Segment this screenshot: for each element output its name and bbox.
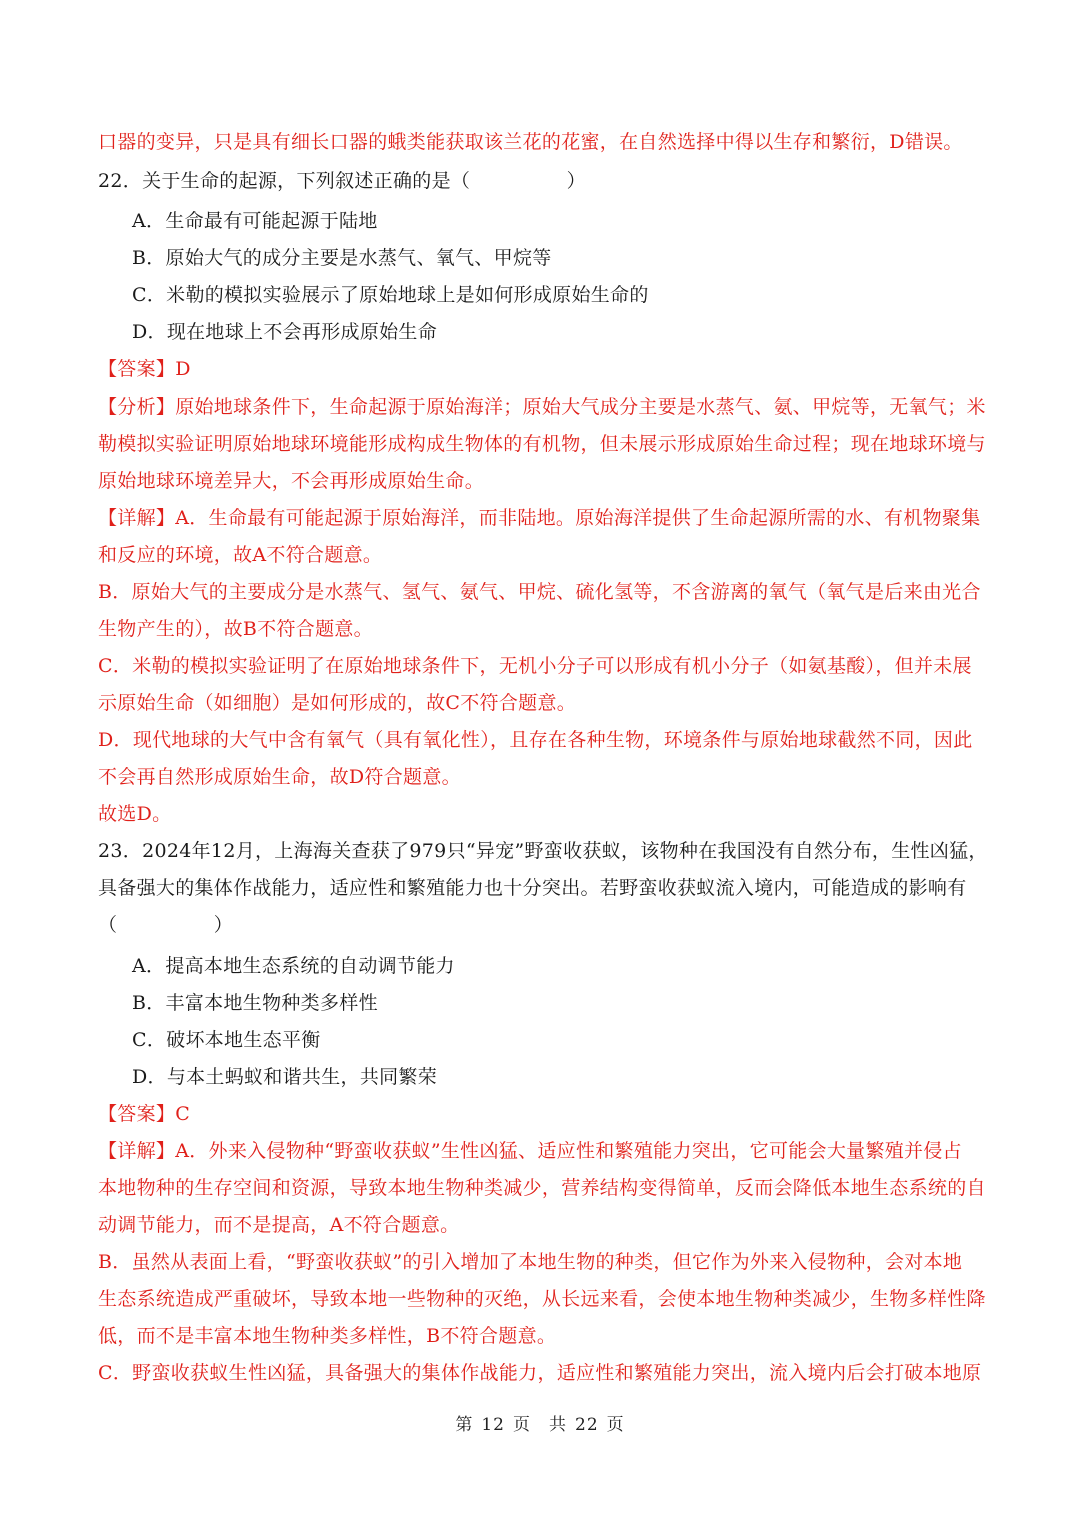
q23-option-d: D．与本土蚂蚁和谐共生，共同繁荣 [132,1066,438,1088]
analysis-tag: 【分析】 [98,396,176,418]
q23-detail-line-6: 低，而不是丰富本地生物种类多样性，B不符合题意。 [98,1325,557,1347]
q22-analysis-line-3: 原始地球环境差异大，不会再形成原始生命。 [98,470,485,492]
q23-detail-line-1 [98,1138,988,1164]
q22-detail-line-6: 示原始生命（如细胞）是如何形成的，故C不符合题意。 [98,692,577,714]
q22-detail-line-3: B．原始大气的主要成分是水蒸气、氢气、氨气、甲烷、硫化氢等，不含游离的氧气（氧气是后来由光合 [98,581,981,603]
q22-detail-line-2: 和反应的环境，故A不符合题意。 [98,544,383,566]
q22-option-c: C．米勒的模拟实验展示了原始地球上是如何形成原始生命的 [132,284,649,306]
continued-explanation-line: 口器的变异，只是具有细长口器的蛾类能获取该兰花的花蜜，在自然选择中得以生存和繁衍，D错误。 [98,131,963,153]
q22-option-d: D．现在地球上不会再形成原始生命 [132,321,438,343]
detail-tag: 【详解】 [98,507,176,529]
q22-detail-line-7: D．现代地球的大气中含有氧气（具有氧化性），且存在各种生物，环境条件与原始地球截然不同，因此 [98,729,973,751]
q22-detail-line-4: 生物产生的），故B不符合题意。 [98,618,373,640]
footer-mid: 页 共 [513,1415,567,1435]
q23-detail-line-5: 生态系统造成严重破坏，导致本地一些物种的灭绝，从长远来看，会使本地生物种类减少，生物多样性降 [98,1288,986,1310]
q22-option-b: B．原始大气的成分主要是水蒸气、氧气、甲烷等 [132,247,552,269]
q23-option-c: C．破坏本地生态平衡 [132,1029,321,1051]
q22-option-a: A．生命最有可能起源于陆地 [132,210,378,232]
total-pages: 22 [575,1415,599,1435]
q22-detail-line-1 [98,505,988,531]
current-page-number: 12 [481,1415,505,1435]
q22-conclusion: 故选D。 [98,803,172,825]
answer-value: D [175,358,191,380]
q22-analysis-line-2: 勒模拟实验证明原始地球环境能形成构成生物体的有机物，但未展示形成原始生命过程；现在地球环境与 [98,433,986,455]
answer-tag: 【答案】 [98,1103,176,1125]
question-23-stem-line-2: 具备强大的集体作战能力，适应性和繁殖能力也十分突出。若野蛮收获蚁流入境内，可能造成的影响有 [98,877,967,899]
detail-text: A．外来入侵物种“野蛮收获蚁”生性凶猛、适应性和繁殖能力突出，它可能会大量繁殖并侵占 [175,1140,962,1162]
q23-option-b: B．丰富本地生物种类多样性 [132,992,378,1014]
q23-option-a: A．提高本地生态系统的自动调节能力 [132,955,455,977]
q22-analysis-line-1 [98,394,988,420]
q23-detail-line-7: C．野蛮收获蚁生性凶猛，具备强大的集体作战能力，适应性和繁殖能力突出，流入境内后会打破本地原 [98,1362,982,1384]
question-23-stem-line-1: 23．2024年12月，上海海关查获了979只“异宠”野蛮收获蚁，该物种在我国没有自然分布，生性凶猛， [98,840,988,862]
answer-tag: 【答案】 [98,358,176,380]
question-23-stem-line-3: （ ） [98,914,234,936]
q23-detail-line-4: B．虽然从表面上看，“野蛮收获蚁”的引入增加了本地生物的种类，但它作为外来入侵物种，会对本地 [98,1251,963,1273]
q22-detail-line-5: C．米勒的模拟实验证明了在原始地球条件下，无机小分子可以形成有机小分子（如氨基酸），但并未展 [98,655,972,677]
detail-text: A．生命最有可能起源于原始海洋，而非陆地。原始海洋提供了生命起源所需的水、有机物聚集 [175,507,981,529]
footer-prefix: 第 [455,1415,474,1435]
q23-detail-line-2: 本地物种的生存空间和资源，导致本地生物种类减少，营养结构变得简单，反而会降低本地生态系统的自 [98,1177,986,1199]
page-footer [0,1410,1080,1435]
q23-detail-line-3: 动调节能力，而不是提高，A不符合题意。 [98,1214,460,1236]
footer-suffix: 页 [606,1415,625,1435]
q23-answer [98,1101,988,1127]
analysis-text: 原始地球条件下，生命起源于原始海洋；原始大气成分主要是水蒸气、氨、甲烷等，无氧气；米 [175,396,986,418]
question-22-stem: 22．关于生命的起源，下列叙述正确的是（ ） [98,170,586,192]
answer-value: C [175,1103,191,1125]
q22-detail-line-8: 不会再自然形成原始生命，故D符合题意。 [98,766,461,788]
detail-tag: 【详解】 [98,1140,176,1162]
q22-answer [98,356,988,382]
